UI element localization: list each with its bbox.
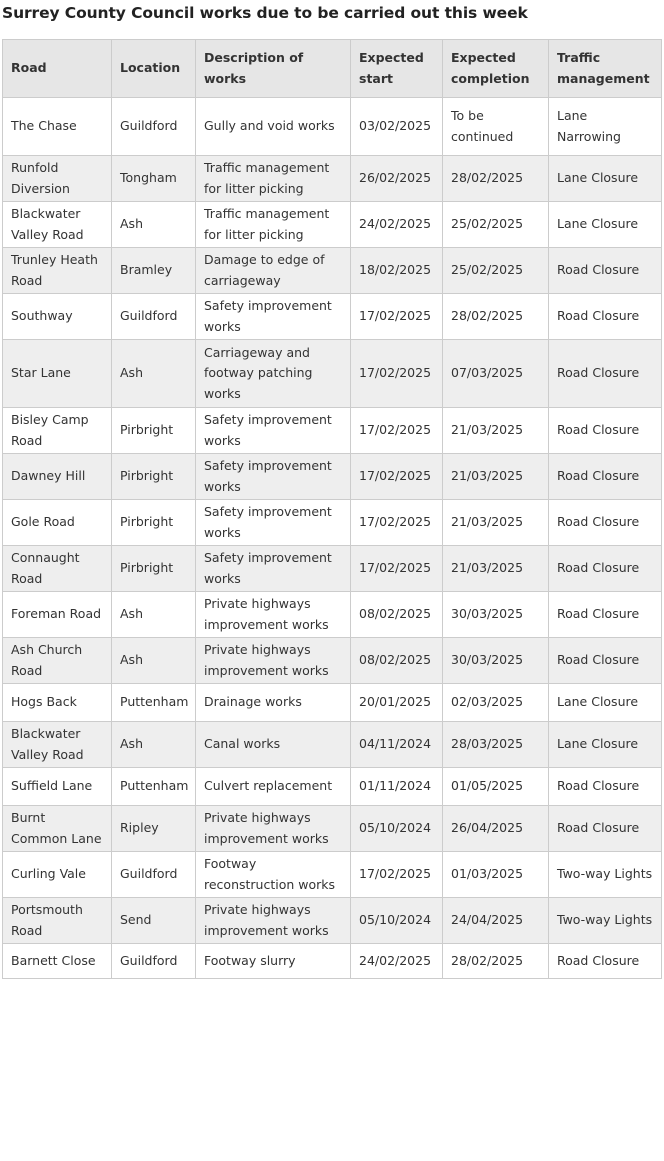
road-cell: Runfold Diversion (3, 156, 112, 202)
expected-completion-cell: 24/04/2025 (443, 898, 549, 944)
expected-start-cell: 17/02/2025 (351, 500, 443, 546)
description-cell: Gully and void works (196, 98, 351, 156)
traffic-management-cell: Road Closure (549, 500, 662, 546)
road-cell: Portsmouth Road (3, 898, 112, 944)
location-cell: Pirbright (112, 408, 196, 454)
road-cell: The Chase (3, 98, 112, 156)
road-cell: Blackwater Valley Road (3, 202, 112, 248)
location-cell: Pirbright (112, 546, 196, 592)
expected-completion-cell: To be continued (443, 98, 549, 156)
column-header-description: Description of works (196, 40, 351, 98)
traffic-management-cell: Road Closure (549, 768, 662, 806)
expected-completion-cell: 21/03/2025 (443, 454, 549, 500)
expected-completion-cell: 26/04/2025 (443, 806, 549, 852)
expected-start-cell: 01/11/2024 (351, 768, 443, 806)
expected-completion-cell: 01/03/2025 (443, 852, 549, 898)
expected-start-cell: 17/02/2025 (351, 546, 443, 592)
road-cell: Hogs Back (3, 684, 112, 722)
traffic-management-cell: Road Closure (549, 340, 662, 408)
column-header-location: Location (112, 40, 196, 98)
traffic-management-cell: Road Closure (549, 546, 662, 592)
road-cell: Suffield Lane (3, 768, 112, 806)
expected-start-cell: 05/10/2024 (351, 898, 443, 944)
table-row (3, 454, 662, 500)
location-cell: Guildford (112, 98, 196, 156)
column-header-expected-start: Expected start (351, 40, 443, 98)
traffic-management-cell: Road Closure (549, 944, 662, 979)
road-cell: Foreman Road (3, 592, 112, 638)
table-row (3, 684, 662, 722)
table-row (3, 592, 662, 638)
description-cell: Culvert replacement (196, 768, 351, 806)
description-cell: Carriageway and footway patching works (196, 340, 351, 408)
expected-completion-cell: 28/02/2025 (443, 156, 549, 202)
description-cell: Safety improvement works (196, 546, 351, 592)
traffic-management-cell: Road Closure (549, 638, 662, 684)
location-cell: Pirbright (112, 500, 196, 546)
table-row (3, 408, 662, 454)
traffic-management-cell: Road Closure (549, 592, 662, 638)
road-cell: Blackwater Valley Road (3, 722, 112, 768)
location-cell: Tongham (112, 156, 196, 202)
expected-start-cell: 17/02/2025 (351, 340, 443, 408)
description-cell: Private highways improvement works (196, 806, 351, 852)
road-cell: Connaught Road (3, 546, 112, 592)
expected-start-cell: 17/02/2025 (351, 852, 443, 898)
table-row (3, 722, 662, 768)
location-cell: Puttenham (112, 768, 196, 806)
description-cell: Safety improvement works (196, 294, 351, 340)
expected-completion-cell: 25/02/2025 (443, 248, 549, 294)
expected-start-cell: 17/02/2025 (351, 294, 443, 340)
expected-start-cell: 24/02/2025 (351, 202, 443, 248)
road-cell: Barnett Close (3, 944, 112, 979)
expected-start-cell: 18/02/2025 (351, 248, 443, 294)
location-cell: Guildford (112, 294, 196, 340)
location-cell: Pirbright (112, 454, 196, 500)
traffic-management-cell: Road Closure (549, 408, 662, 454)
expected-start-cell: 17/02/2025 (351, 408, 443, 454)
description-cell: Private highways improvement works (196, 638, 351, 684)
table-row (3, 806, 662, 852)
road-cell: Bisley Camp Road (3, 408, 112, 454)
expected-completion-cell: 28/03/2025 (443, 722, 549, 768)
description-cell: Safety improvement works (196, 454, 351, 500)
expected-start-cell: 08/02/2025 (351, 592, 443, 638)
description-cell: Traffic management for litter picking (196, 156, 351, 202)
expected-start-cell: 20/01/2025 (351, 684, 443, 722)
description-cell: Footway slurry (196, 944, 351, 979)
location-cell: Ripley (112, 806, 196, 852)
expected-completion-cell: 21/03/2025 (443, 546, 549, 592)
expected-start-cell: 08/02/2025 (351, 638, 443, 684)
location-cell: Guildford (112, 944, 196, 979)
expected-completion-cell: 25/02/2025 (443, 202, 549, 248)
description-cell: Canal works (196, 722, 351, 768)
table-row (3, 340, 662, 408)
traffic-management-cell: Road Closure (549, 806, 662, 852)
traffic-management-cell: Lane Closure (549, 202, 662, 248)
location-cell: Ash (112, 722, 196, 768)
description-cell: Footway reconstruction works (196, 852, 351, 898)
table-row (3, 156, 662, 202)
description-cell: Private highways improvement works (196, 898, 351, 944)
table-row (3, 202, 662, 248)
traffic-management-cell: Two-way Lights (549, 852, 662, 898)
traffic-management-cell: Road Closure (549, 248, 662, 294)
traffic-management-cell: Lane Narrowing (549, 98, 662, 156)
table-header (3, 40, 662, 98)
table-row (3, 898, 662, 944)
road-cell: Star Lane (3, 340, 112, 408)
description-cell: Traffic management for litter picking (196, 202, 351, 248)
location-cell: Ash (112, 340, 196, 408)
description-cell: Damage to edge of carriageway (196, 248, 351, 294)
table-body (3, 98, 662, 979)
table-row (3, 852, 662, 898)
location-cell: Ash (112, 638, 196, 684)
roadworks-table (2, 39, 662, 979)
location-cell: Send (112, 898, 196, 944)
table-row (3, 98, 662, 156)
road-cell: Ash Church Road (3, 638, 112, 684)
expected-completion-cell: 07/03/2025 (443, 340, 549, 408)
column-header-expected-completion: Expected completion (443, 40, 549, 98)
location-cell: Ash (112, 202, 196, 248)
expected-completion-cell: 30/03/2025 (443, 592, 549, 638)
description-cell: Drainage works (196, 684, 351, 722)
table-row (3, 638, 662, 684)
location-cell: Ash (112, 592, 196, 638)
table-row (3, 500, 662, 546)
header-row (3, 40, 662, 98)
table-row (3, 546, 662, 592)
column-header-traffic-management: Traffic management (549, 40, 662, 98)
expected-completion-cell: 21/03/2025 (443, 500, 549, 546)
traffic-management-cell: Lane Closure (549, 156, 662, 202)
traffic-management-cell: Two-way Lights (549, 898, 662, 944)
table-row (3, 294, 662, 340)
table-row (3, 248, 662, 294)
location-cell: Puttenham (112, 684, 196, 722)
expected-completion-cell: 28/02/2025 (443, 294, 549, 340)
expected-completion-cell: 01/05/2025 (443, 768, 549, 806)
description-cell: Safety improvement works (196, 408, 351, 454)
expected-completion-cell: 02/03/2025 (443, 684, 549, 722)
road-cell: Trunley Heath Road (3, 248, 112, 294)
description-cell: Safety improvement works (196, 500, 351, 546)
expected-completion-cell: 30/03/2025 (443, 638, 549, 684)
table-row (3, 944, 662, 979)
road-cell: Southway (3, 294, 112, 340)
traffic-management-cell: Road Closure (549, 454, 662, 500)
road-cell: Dawney Hill (3, 454, 112, 500)
road-cell: Curling Vale (3, 852, 112, 898)
location-cell: Guildford (112, 852, 196, 898)
expected-start-cell: 05/10/2024 (351, 806, 443, 852)
location-cell: Bramley (112, 248, 196, 294)
description-cell: Private highways improvement works (196, 592, 351, 638)
expected-start-cell: 24/02/2025 (351, 944, 443, 979)
expected-start-cell: 04/11/2024 (351, 722, 443, 768)
traffic-management-cell: Lane Closure (549, 684, 662, 722)
table-row (3, 768, 662, 806)
road-cell: Gole Road (3, 500, 112, 546)
traffic-management-cell: Road Closure (549, 294, 662, 340)
traffic-management-cell: Lane Closure (549, 722, 662, 768)
expected-completion-cell: 21/03/2025 (443, 408, 549, 454)
expected-start-cell: 03/02/2025 (351, 98, 443, 156)
expected-completion-cell: 28/02/2025 (443, 944, 549, 979)
page-title: Surrey County Council works due to be carried out this week (2, 4, 528, 22)
expected-start-cell: 17/02/2025 (351, 454, 443, 500)
road-cell: Burnt Common Lane (3, 806, 112, 852)
column-header-road: Road (3, 40, 112, 98)
expected-start-cell: 26/02/2025 (351, 156, 443, 202)
